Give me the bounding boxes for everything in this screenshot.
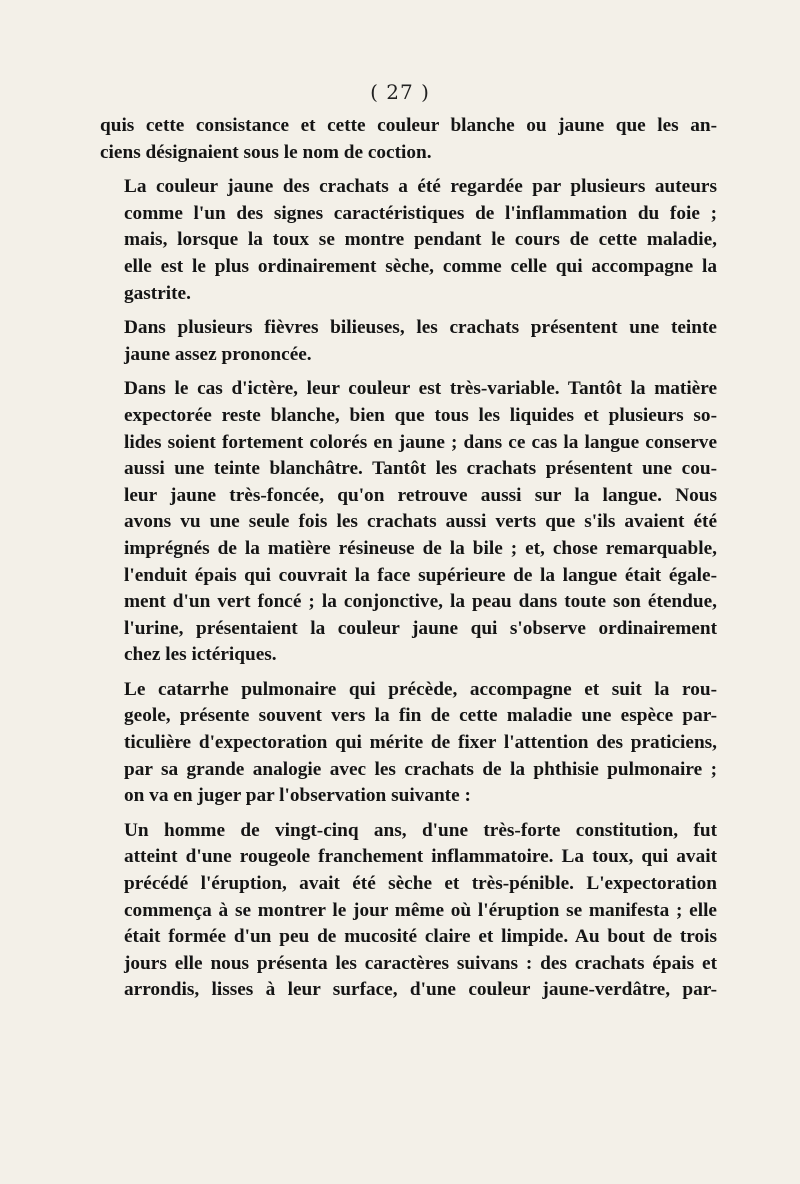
text-line: aussi une teinte blanchâtre. Tantôt les crachats présentent une cou- [124, 458, 717, 480]
text-line: lides soient fortement colorés en jaune ; dans ce cas la langue conserve [124, 431, 717, 453]
text-line: jaune assez prononcée. [124, 343, 312, 365]
text-line: Dans plusieurs fièvres bilieuses, les crachats présentent une teinte [124, 317, 717, 339]
text-line: Le catarrhe pulmonaire qui précède, accompagne et suit la rou- [124, 678, 717, 700]
text-line: Un homme de vingt-cinq ans, d'une très-forte constitution, fut [124, 819, 717, 841]
paragraph [100, 315, 717, 368]
paragraph [100, 174, 717, 307]
text-line: avons vu une seule fois les crachats aussi verts que s'ils avaient été [124, 511, 717, 533]
text-line: précédé l'éruption, avait été sèche et très-pénible. L'expectoration [124, 873, 717, 895]
paragraph [100, 113, 717, 166]
text-line: geole, présente souvent vers la fin de cette maladie une espèce par- [124, 705, 717, 727]
text-line: imprégnés de la matière résineuse de la bile ; et, chose remarquable, [124, 537, 717, 559]
text-line: elle est le plus ordinairement sèche, comme celle qui accompagne la [124, 255, 717, 277]
text-line: atteint d'une rougeole franchement inflammatoire. La toux, qui avait [124, 846, 717, 868]
text-line: était formée d'un peu de mucosité claire et limpide. Au bout de trois [124, 926, 717, 948]
text-line: leur jaune très-foncée, qu'on retrouve aussi sur la langue. Nous [124, 484, 717, 506]
text-line: expectorée reste blanche, bien que tous les liquides et plusieurs so- [124, 404, 717, 426]
text-line: Dans le cas d'ictère, leur couleur est très-variable. Tantôt la matière [124, 378, 717, 400]
text-line: on va en juger par l'observation suivante : [124, 785, 471, 807]
paragraph [100, 818, 717, 1004]
text-line: ticulière d'expectoration qui mérite de fixer l'attention des praticiens, [124, 732, 717, 754]
text-line: l'urine, présentaient la couleur jaune qui s'observe ordinairement [124, 617, 717, 639]
text-line: par sa grande analogie avec les crachats de la phthisie pulmonaire ; [124, 758, 717, 780]
text-line: l'enduit épais qui couvrait la face supérieure de la langue était égale- [124, 564, 717, 586]
text-line: ciens désignaient sous le nom de coction. [100, 141, 432, 163]
paragraph [100, 677, 717, 810]
text-line: chez les ictériques. [124, 644, 277, 666]
text-line: gastrite. [124, 282, 191, 304]
text-line: jours elle nous présenta les caractères suivans : des crachats épais et [124, 952, 717, 974]
body-text [100, 113, 717, 1004]
text-line: La couleur jaune des crachats a été regardée par plusieurs auteurs [124, 176, 717, 198]
text-line: ment d'un vert foncé ; la conjonctive, la peau dans toute son étendue, [124, 591, 717, 613]
text-line: comme l'un des signes caractéristiques de l'inflammation du foie ; [124, 202, 717, 224]
page-number: ( 27 ) [370, 80, 430, 104]
text-line: quis cette consistance et cette couleur blanche ou jaune que les an- [100, 115, 717, 136]
paragraph [100, 376, 717, 669]
text-line: mais, lorsque la toux se montre pendant le cours de cette maladie, [124, 229, 717, 251]
text-line: commença à se montrer le jour même où l'éruption se manifesta ; elle [124, 899, 717, 921]
text-line: arrondis, lisses à leur surface, d'une couleur jaune-verdâtre, par- [124, 979, 717, 1001]
